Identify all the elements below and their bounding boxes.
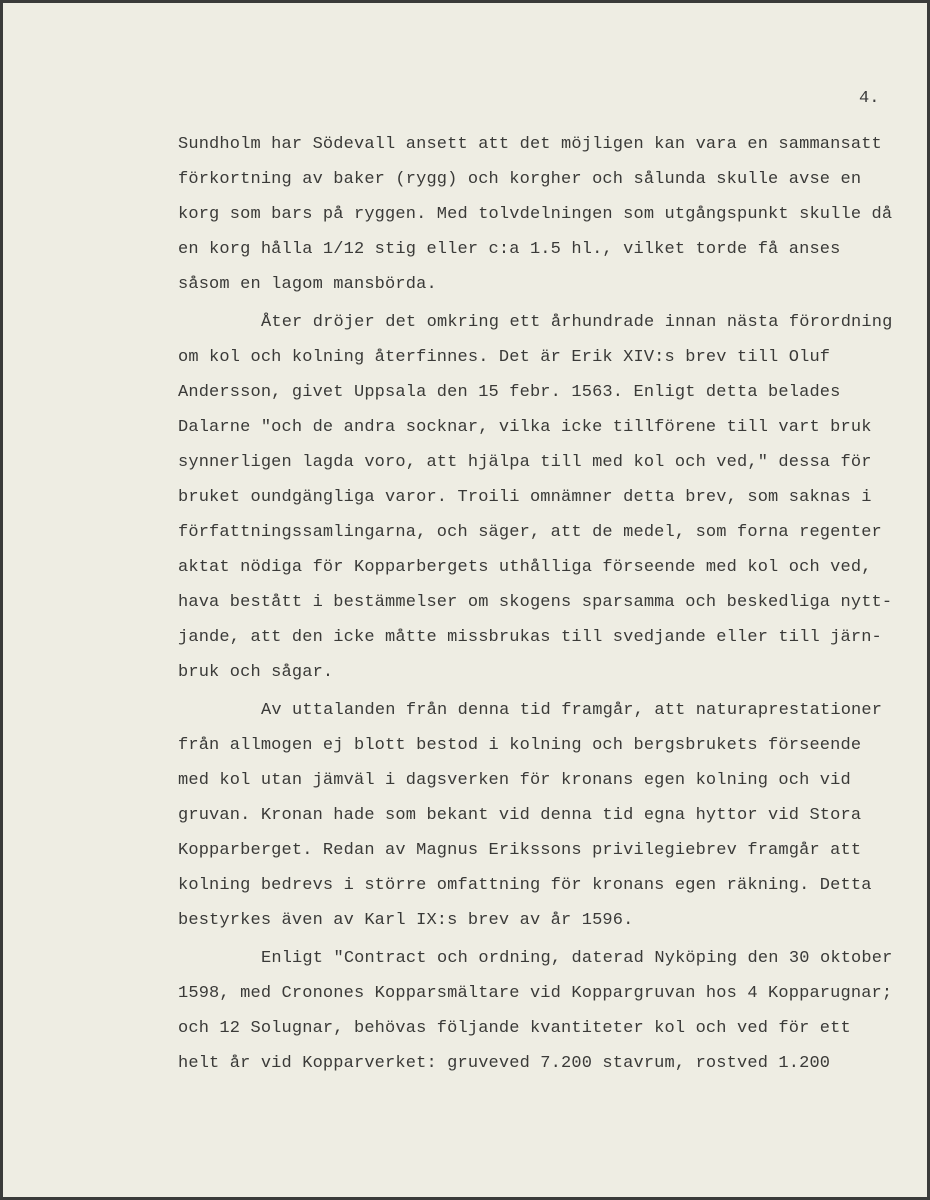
text-line: kolning bedrevs i större omfattning för kronans egen räkning. Detta bbox=[178, 876, 872, 895]
text-line: Andersson, givet Uppsala den 15 febr. 1563. Enligt detta belades bbox=[178, 383, 841, 402]
paragraph bbox=[178, 947, 892, 1087]
text-line: från allmogen ej blott bestod i kolning och bergsbrukets förseende bbox=[178, 736, 862, 755]
text-line: förkortning av baker (rygg) och korgher och sålunda skulle avse en bbox=[178, 170, 862, 189]
text-line: bruket oundgängliga varor. Troili omnämner detta brev, som saknas i bbox=[178, 488, 872, 507]
text-line: Kopparberget. Redan av Magnus Erikssons privilegiebrev framgår att bbox=[178, 841, 862, 860]
paragraph bbox=[178, 699, 892, 944]
document-page bbox=[3, 3, 927, 1197]
page-number: 4. bbox=[859, 89, 880, 108]
text-line: Åter dröjer det omkring ett århundrade innan nästa förordning bbox=[261, 313, 893, 332]
text-line: Enligt "Contract och ordning, daterad Nyköping den 30 oktober bbox=[261, 949, 893, 968]
text-line: Sundholm har Södevall ansett att det möjligen kan vara en sammansatt bbox=[178, 135, 882, 154]
text-line: jande, att den icke måtte missbrukas till svedjande eller till järn- bbox=[178, 628, 882, 647]
text-line: och 12 Solugnar, behövas följande kvantiteter kol och ved för ett bbox=[178, 1019, 851, 1038]
text-line: synnerligen lagda voro, att hjälpa till med kol och ved," dessa för bbox=[178, 453, 872, 472]
text-line: aktat nödiga för Kopparbergets uthålliga förseende med kol och ved, bbox=[178, 558, 872, 577]
text-line: 1598, med Cronones Kopparsmältare vid Koppargruvan hos 4 Kopparugnar; bbox=[178, 984, 893, 1003]
text-line: Av uttalanden från denna tid framgår, att naturaprestationer bbox=[261, 701, 883, 720]
text-line: bruk och sågar. bbox=[178, 663, 334, 682]
text-line: författningssamlingarna, och säger, att de medel, som forna regenter bbox=[178, 523, 882, 542]
text-line: hava bestått i bestämmelser om skogens sparsamma och beskedliga nytt- bbox=[178, 593, 893, 612]
text-line: en korg hålla 1/12 stig eller c:a 1.5 hl., vilket torde få anses bbox=[178, 240, 841, 259]
text-line: gruvan. Kronan hade som bekant vid denna tid egna hyttor vid Stora bbox=[178, 806, 862, 825]
text-line: Dalarne "och de andra socknar, vilka icke tillförene till vart bruk bbox=[178, 418, 872, 437]
paragraph bbox=[178, 133, 892, 308]
text-line: om kol och kolning återfinnes. Det är Erik XIV:s brev till Oluf bbox=[178, 348, 831, 367]
text-line: med kol utan jämväl i dagsverken för kronans egen kolning och vid bbox=[178, 771, 851, 790]
document-body bbox=[178, 133, 892, 1087]
text-line: korg som bars på ryggen. Med tolvdelningen som utgångspunkt skulle då bbox=[178, 205, 893, 224]
text-line: bestyrkes även av Karl IX:s brev av år 1596. bbox=[178, 911, 634, 930]
text-line: såsom en lagom mansbörda. bbox=[178, 275, 437, 294]
paragraph bbox=[178, 311, 892, 696]
text-line: helt år vid Kopparverket: gruveved 7.200 stavrum, rostved 1.200 bbox=[178, 1054, 831, 1073]
